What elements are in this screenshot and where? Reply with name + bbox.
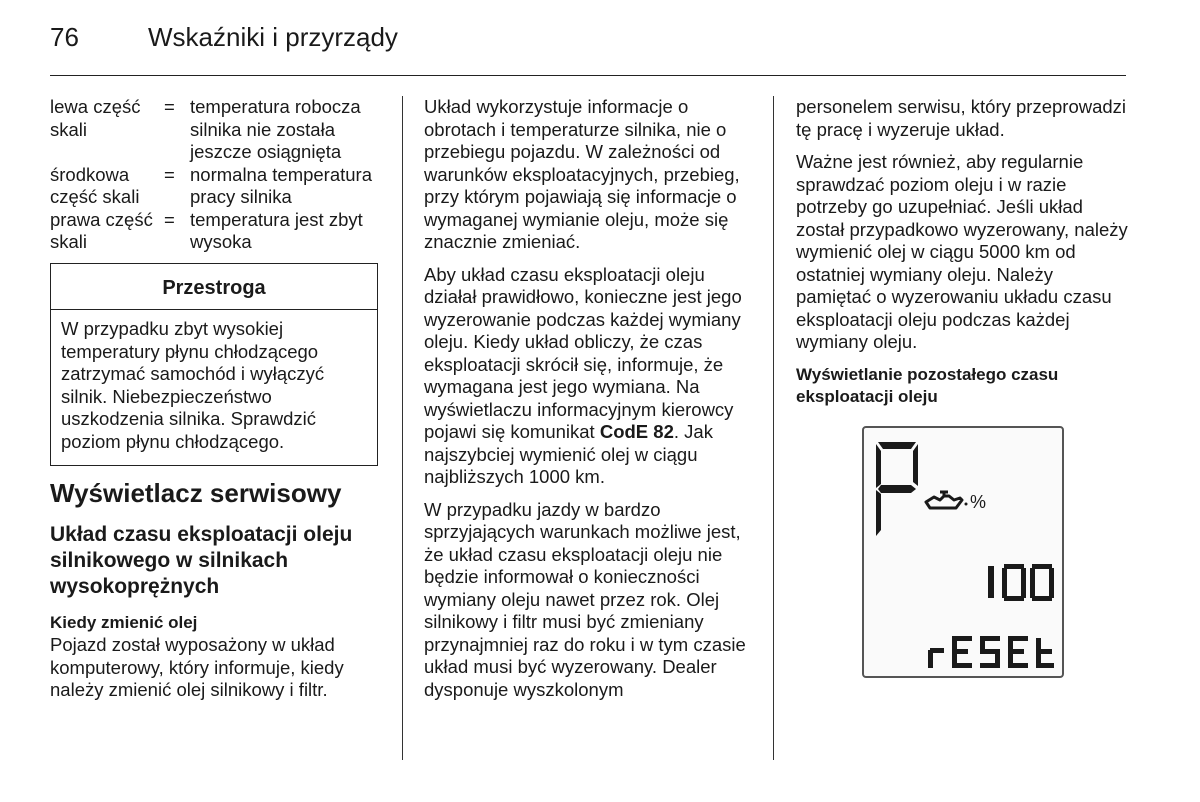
warning-text: W przypadku zbyt wysokiej temperatury płynu chłodzącego zatrzymać samochód i wyłączyć silnik. Niebezpieczeństwo uszkodzenia silnika. Sprawdzić poziom płynu chłodzącego. [61,318,325,452]
header-rule [50,75,1126,76]
definition-term: lewa część skali [50,96,141,140]
oil-life-display [862,426,1064,678]
paragraph-text: . Jak najszybciej wymienić olej w ciągu najbliższych 1000 km. [424,421,713,487]
definition-row [50,96,380,164]
page-title: Wskaźniki i przyrządy [148,22,398,52]
oil-can-icon [926,492,968,508]
subsubsection-heading: Kiedy zmienić olej [50,613,198,632]
paragraph: Ważne jest również, aby regularnie sprawdzać poziom oleju i w razie potrzeby go uzupełniać. Jeśli układ został przypadkowo wyzerowany, należy wymienić olej w ciągu 5000 km od ostatniej wymiany oleju. Należy pamiętać o wyzerowaniu układu czasu eksploatacji oleju podczas każdej wymiany oleju. [796,151,1128,352]
definition-equals: = [164,208,175,230]
definition-desc: normalna temperatura pracy silnika [190,163,373,207]
subsection-heading: Wyświetlanie pozostałego czasu eksploatacji oleju [796,364,1059,406]
paragraph: Układ wykorzystuje informacje o obrotach i temperaturze silnika, nie o przebiegu pojazdu. W zależności od warunków eksploatacyjnych, przebieg, przy którym pojawiają się informacje o wymaganej wymianie oleju, może się znacznie zmieniać. [424,96,740,252]
column-divider [773,96,774,760]
definition-table [50,96,380,254]
definition-desc: temperatura robocza silnika nie została jeszcze osiągnięta [190,96,361,162]
column-1 [50,96,380,702]
paragraph [424,264,754,489]
definition-equals: = [164,96,175,117]
code-message: CodE 82 [599,421,674,442]
definition-term: prawa część skali [50,208,153,252]
warning-title: Przestroga [51,264,377,311]
lcd-screen [864,428,1062,676]
paragraph: personelem serwisu, który przeprowadzi tę pracę i wyzeruje układ. [796,96,1127,140]
lcd-message [928,636,1054,668]
definition-equals: = [164,163,175,185]
lcd-value [988,564,1054,601]
definition-row [50,209,380,254]
paragraph-text: Aby układ czasu eksploatacji oleju działał prawidłowo, konieczne jest jego wyzerowanie podczas każdej wymiany oleju. Kiedy układ obliczy, że czas eksploatacji skrócił się, informuje, że wymagana jest jego wymiana. Na wyświetlaczu informacyjnym kierowcy pojawi się komunikat [424,263,742,442]
column-3 [796,96,1128,678]
column-divider [402,96,403,760]
definition-row [50,164,380,209]
lcd-unit: % [970,491,987,512]
column-2 [424,96,754,711]
lcd-letter-p [876,442,918,536]
section-heading: Wyświetlacz serwisowy [50,478,342,508]
page-number: 76 [50,22,79,52]
definition-term: środkowa część skali [50,163,140,207]
definition-desc: temperatura jest zbyt wysoka [190,208,363,252]
paragraph: W przypadku jazdy w bardzo sprzyjających warunkach możliwe jest, że układ czasu eksploatacji oleju nie będzie informował o konieczności wymiany oleju nawet przez rok. Olej silnikowy i filtr musi być zmieniany przynajmniej raz do roku i w tym czasie układ musi być wyzerowany. Dealer dysponuje wyszkolonym [424,498,746,700]
paragraph: Pojazd został wyposażony w układ komputerowy, który informuje, kiedy należy zmienić olej silnikowy i filtr. [50,634,344,700]
subsection-heading: Układ czasu eksploatacji oleju silnikowego w silnikach wysokoprężnych [50,523,353,598]
page-header [50,22,398,53]
warning-box [50,263,378,467]
